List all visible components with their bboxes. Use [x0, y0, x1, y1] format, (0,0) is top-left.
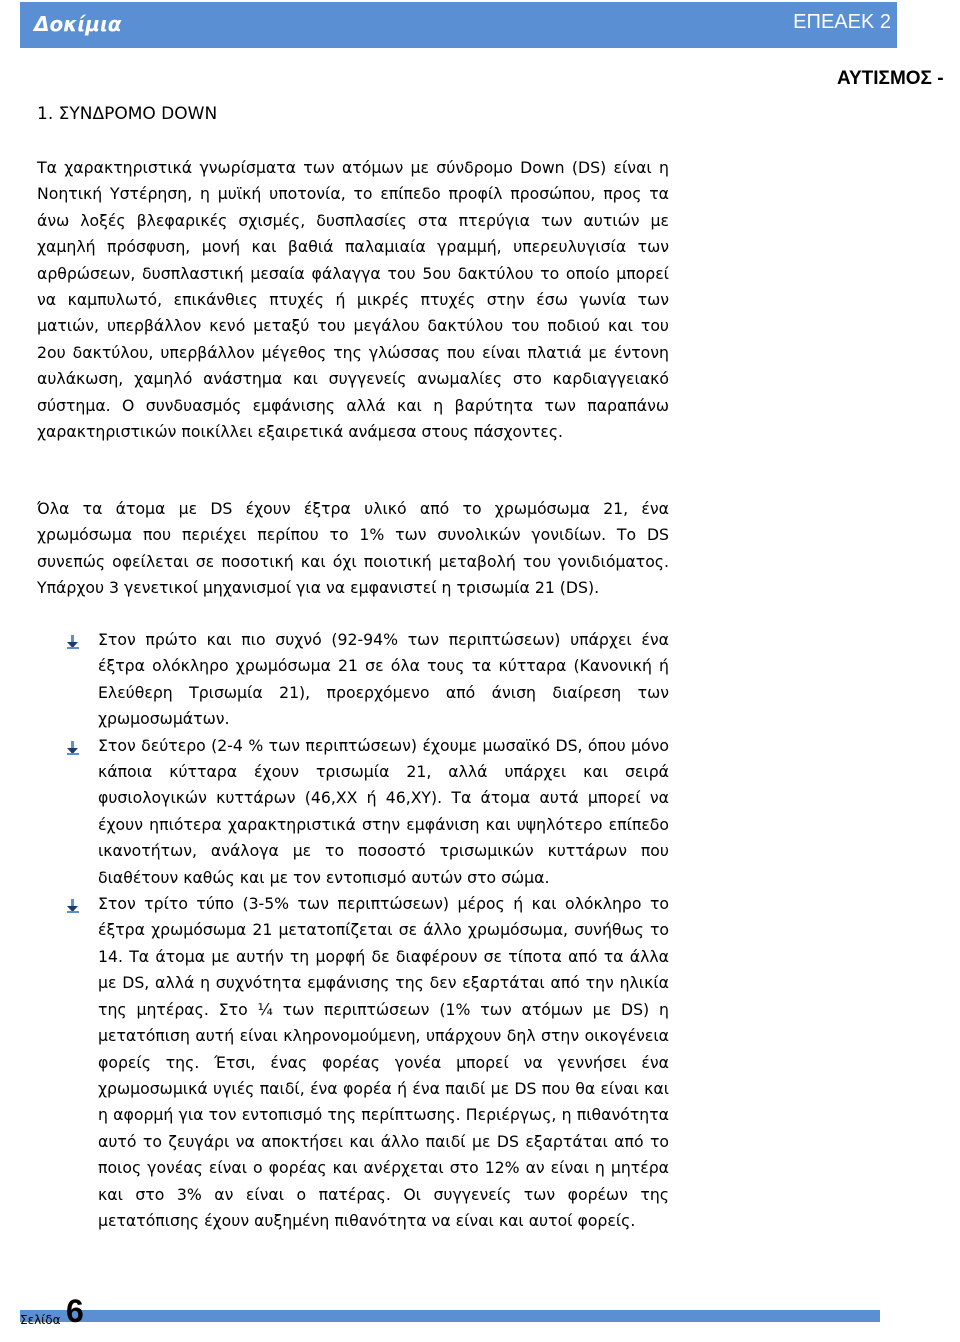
bullet-list — [66, 627, 669, 1234]
down-arrow-icon — [66, 733, 98, 759]
header-bar — [20, 2, 897, 48]
paragraph-2: Όλα τα άτομα με DS έχουν έξτρα υλικό από το χρωμόσωμα 21, ένα χρωμόσωμα που περιέχει περίπου το 1% των συνολικών γονιδίων. Το DS συνεπώς οφείλεται σε ποσοτική και όχι ποιοτική μεταβολή του γονιδιόματος. Υπάρχου 3 γενετικοί μηχανισμοί για να εμφανιστεί η τρισωμία 21 (DS). — [37, 499, 669, 598]
list-item — [66, 627, 669, 733]
list-item — [66, 733, 669, 891]
down-arrow-icon — [66, 891, 98, 917]
page-number: 6 — [66, 1293, 84, 1329]
bullet-text: Στον δεύτερο (2-4 % των περιπτώσεων) έχουμε μωσαϊκό DS, όπου μόνο κάποια κύτταρα έχουν τρισωμία 21, αλλά υπάρχει και σειρά φυσιολογικών κυττάρων (46,ΧΧ ή 46,ΧΥ). Τα άτομα αυτά μπορεί να έχουν ηπιότερα χαρακτηριστικά στην εμφάνιση και υψηλότερο επίπεδο ικανοτήτων, ανάλογα με το ποσοστό τρισωμικών κυττάρων που διαθέτουν καθώς και με τον εντοπισμό αυτών στο σώμα. — [98, 735, 669, 887]
bullet-text: Στον τρίτο τύπο (3-5% των περιπτώσεων) μέρος ή και ολόκληρο το έξτρα χρωμόσωμα 21 μετατοπίζεται σε άλλο χρωμόσωμα, συνήθως το 14. Τα άτομα με αυτήν τη μορφή δε διαφέρουν σε τίποτα από τα άλλα με DS, αλλά η συχνότητα εμφάνισης της δεν εξαρτάται από την ηλικία της μητέρας. Στο ¼ των περιπτώσεων (1% των ατόμων με DS) η μετατόπιση αυτή είναι κληρονομούμενη, υπάρχουν δηλ στην οικογένεια φορείς της. Έτσι, ένας φορέας γονέα μπορεί να γεννήσει ένα χρωμοσωμικά υγιές παιδί, ένα φορέα ή ένα παιδί με DS που θα είναι και η αφορμή για τον εντοπισμό της περίπτωσης. Περιέργως, η πιθανότητα αυτό το ζευγάρι να αποκτήσει και άλλο παιδί με DS εξαρτάται από το ποιος γονέας είναι ο φορέας και ανέρχεται στο 12% αν είναι η μητέρα και στο 3% αν είναι ο πατέρας. Οι συγγενείς των φορέων της μετατόπισης έχουν αυξημένη πιθανότητα να είναι και αυτοί φορείς. — [98, 894, 669, 1230]
down-arrow-icon — [66, 627, 98, 653]
paragraph-1: Τα χαρακτηριστικά γνωρίσματα των ατόμων με σύνδρομο Down (DS) είναι η Νοητική Υστέρηση, η μυϊκή υποτονία, το επίπεδο προφίλ προσώπου, προς τα άνω λοξές βλεφαρικές σχισμές, δυσπλασίες στα πτερύγια των αυτιών με χαμηλή πρόσφυση, μονή και βαθιά παλαμιαία γραμμή, υπερευλυγισία των αρθρώσεων, δυσπλαστική μεσαία φάλαγγα του 5ου δακτύλου το οποίο μπορεί να καμπυλωτό, επικάνθιες πτυχές ή μικρές πτυχές στην έσω γωνία των ματιών, υπερβάλλον κενό μεταξύ του μεγάλου δακτύλου του ποδιού και του 2ου δακτύλου, υπερβάλλον μέγεθος της γλώσσας που είναι πλατιά με έντονη αυλάκωση, χαμηλό ανάστημα και συγγενείς ανωμαλίες στο καρδιαγγειακό σύστημα. Ο συνδυασμός εμφάνισης αλλά και η βαρύτητα των παραπάνω χαρακτηριστικών ποικίλλει εξαιρετικά ανάμεσα στους πάσχοντες. — [37, 158, 669, 442]
header-subtitle: ΑΥΤΙΣΜΟΣ - — [837, 68, 944, 89]
section-title: 1. ΣΥΝΔΡΟΜΟ DOWN — [37, 104, 218, 124]
page-label: Σελίδα — [20, 1313, 61, 1327]
footer-bar — [20, 1310, 880, 1322]
bullet-text: Στον πρώτο και πιο συχνό (92-94% των περιπτώσεων) υπάρχει ένα έξτρα ολόκληρο χρωμόσωμα 21 σε όλα τους τα κύτταρα (Κανονική ή Ελεύθερη Τρισωμία 21), προερχόμενο από άνιση διαίρεση των χρωμοσωμάτων. — [98, 630, 669, 729]
header-left-label: Δοκίμια — [34, 12, 122, 36]
header-right-label: ΕΠΕΑΕΚ 2 — [793, 11, 891, 33]
list-item — [66, 891, 669, 1234]
